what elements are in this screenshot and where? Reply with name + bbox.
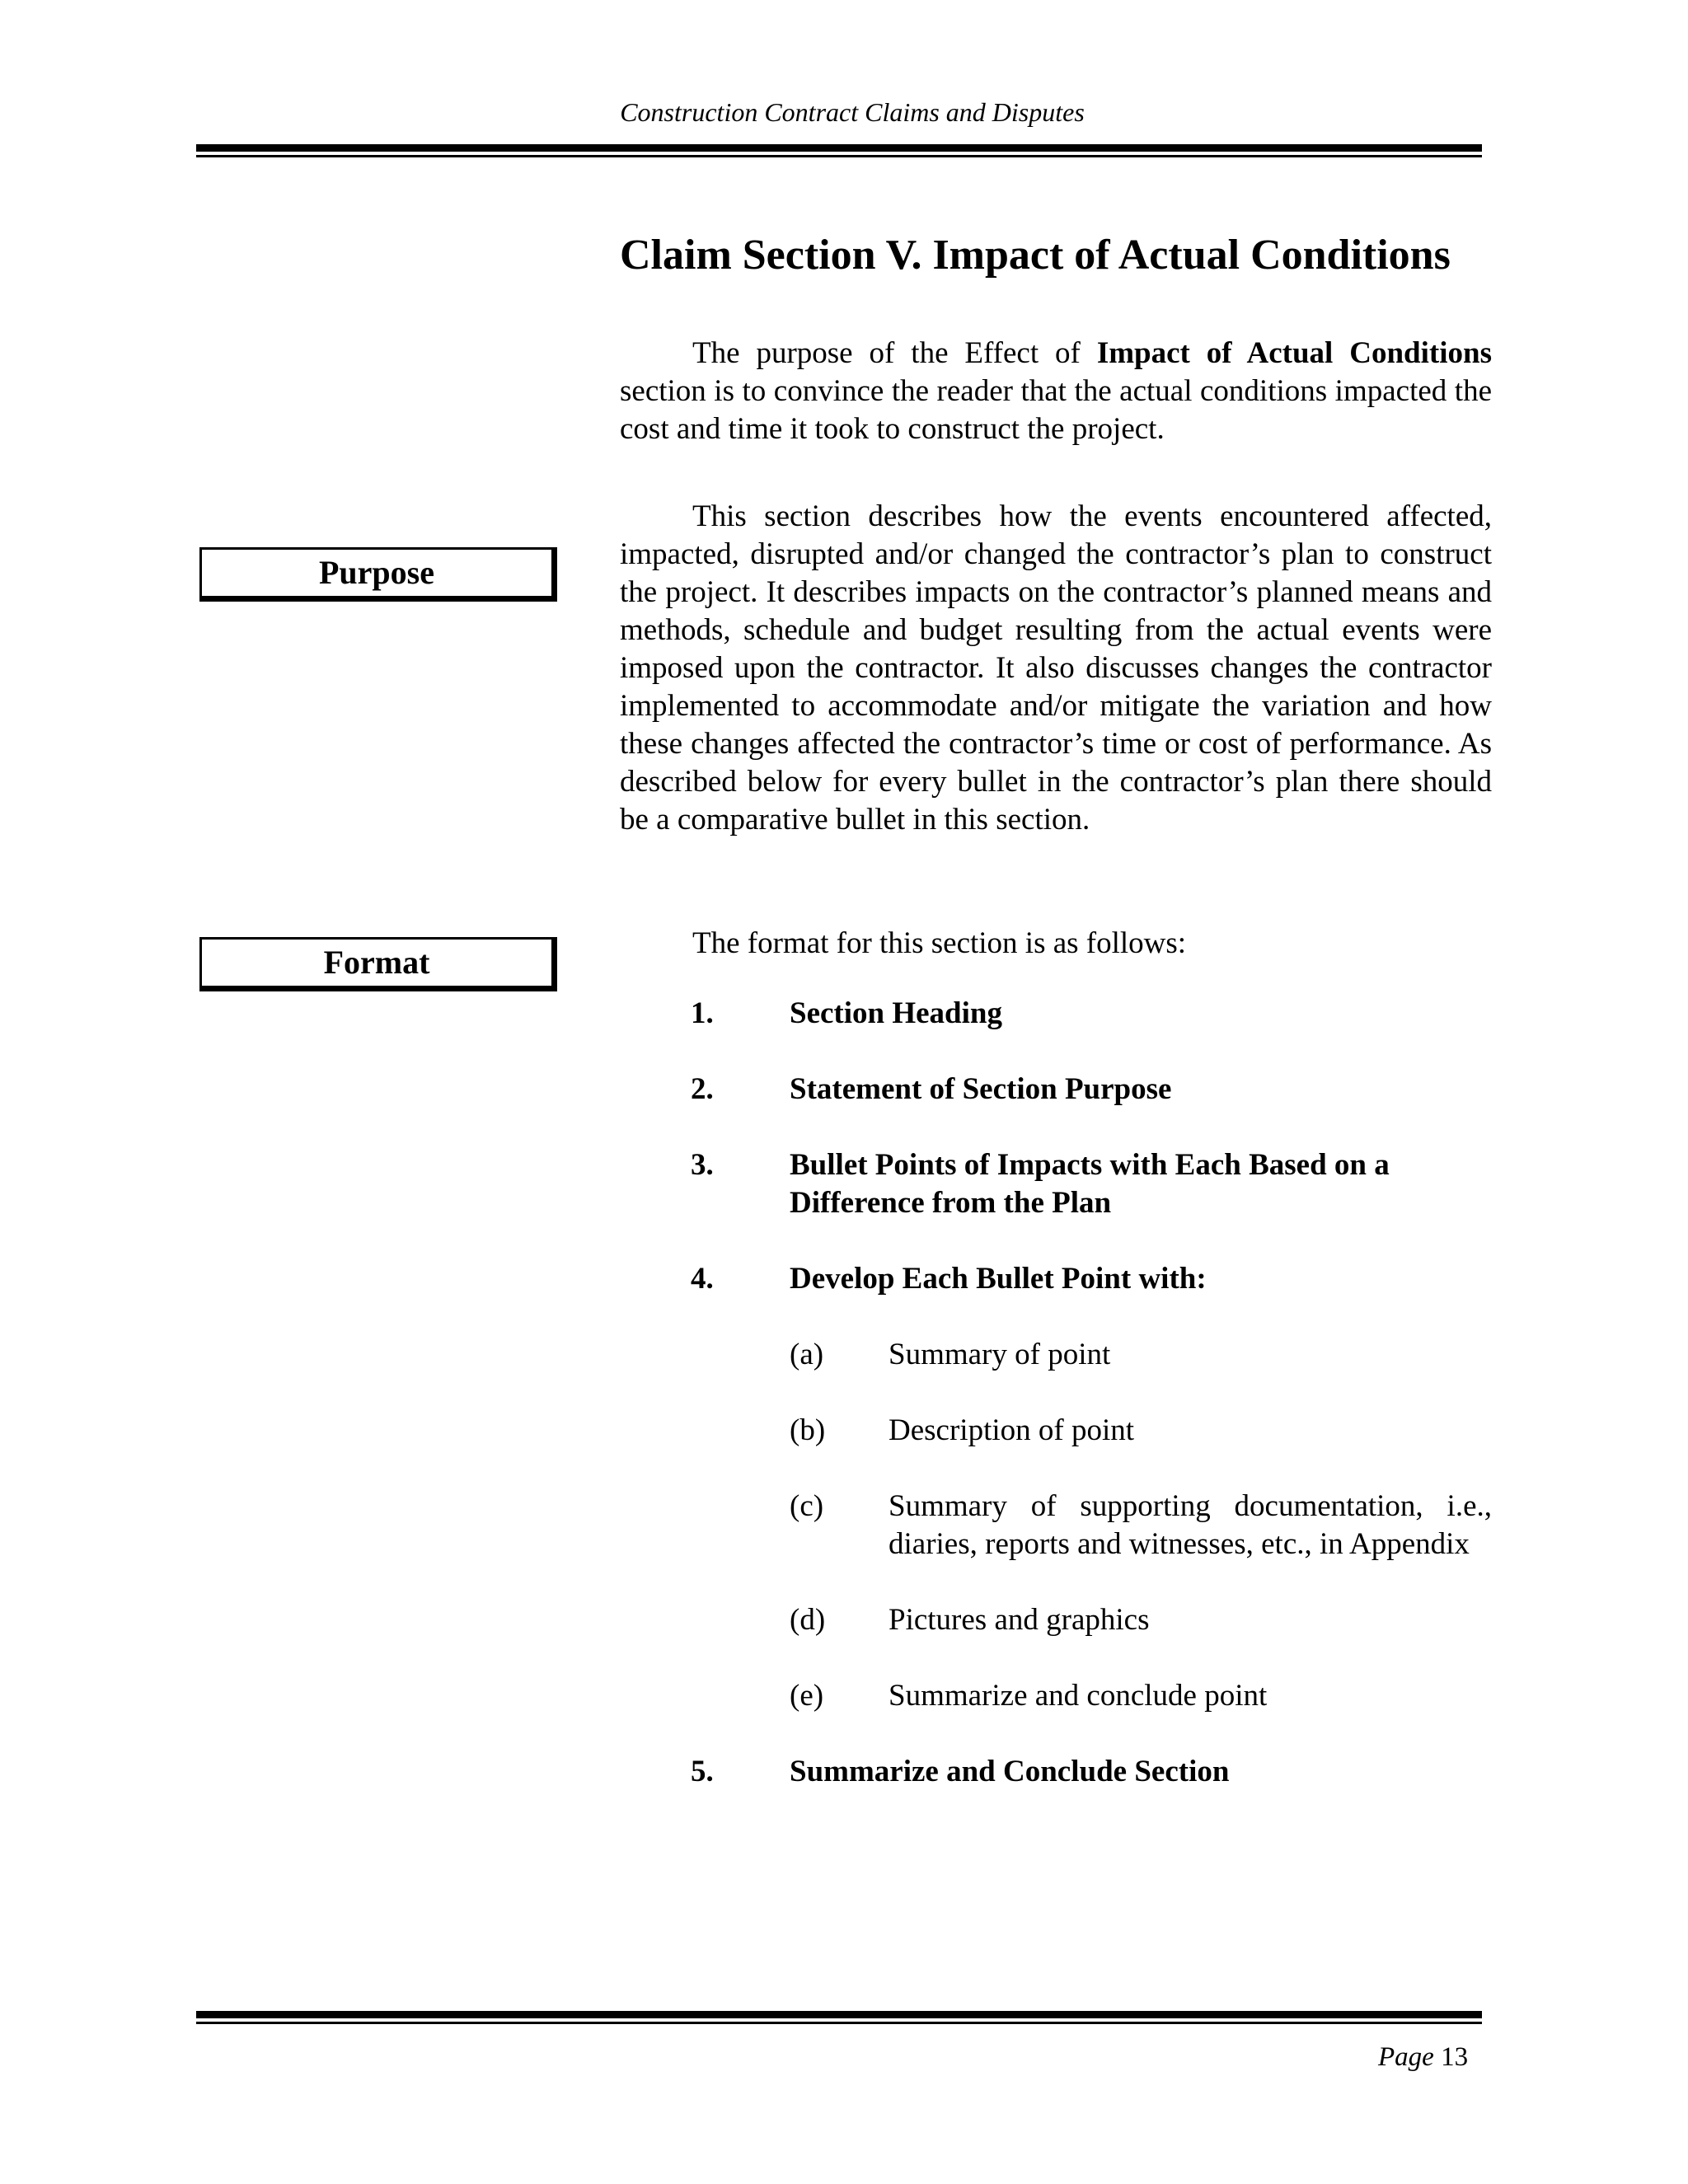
format-list <box>691 995 1492 1829</box>
intro-bold-phrase: Impact of Actual Conditions <box>1096 336 1492 370</box>
footer-rule <box>196 2011 1482 2024</box>
sub-list-item <box>790 1677 1492 1715</box>
sub-item-letter: (c) <box>790 1489 824 1523</box>
list-item <box>691 1753 1492 1791</box>
running-header: Construction Contract Claims and Disputes <box>620 97 1085 127</box>
list-item-number: 2. <box>691 1072 714 1106</box>
list-item <box>691 1071 1492 1108</box>
intro-text-start: The purpose of the Effect of <box>692 336 1097 370</box>
sub-list-item <box>790 1412 1492 1450</box>
list-item-text: Bullet Points of Impacts with Each Based on a Difference from the Plan <box>790 1148 1390 1220</box>
sub-list-item <box>790 1601 1492 1639</box>
list-item-text: Section Heading <box>790 996 1002 1030</box>
sub-list-item <box>790 1336 1492 1374</box>
sub-list-item <box>790 1488 1492 1563</box>
list-item-number: 5. <box>691 1755 714 1788</box>
list-item-text: Summarize and Conclude Section <box>790 1755 1230 1788</box>
list-item <box>691 1260 1492 1298</box>
page-number <box>1378 2042 1468 2073</box>
sub-item-text: Pictures and graphics <box>889 1603 1150 1637</box>
sub-item-letter: (b) <box>790 1413 826 1447</box>
list-item <box>691 995 1492 1033</box>
list-item-text: Develop Each Bullet Point with: <box>790 1262 1207 1296</box>
format-intro-paragraph: The format for this section is as follows: <box>692 926 1187 960</box>
sub-item-letter: (d) <box>790 1603 826 1637</box>
page-title: Claim Section V. Impact of Actual Conditions <box>620 232 1451 279</box>
purpose-paragraph: This section describes how the events encountered affected, impacted, disrupted and/or changed the contractor’s plan to construct the project. It describes impacts on the contractor’s planned means and methods, schedule and budget resulting from the actual events were imposed upon the contractor. It also discusses changes the contractor implemented to accommodate and/or mitigate the variation and how these changes affected the contractor’s time or cost of performance. As described below for every bullet in the contractor’s plan there should be a comparative bullet in this section. <box>620 499 1492 837</box>
sub-item-text: Summary of point <box>889 1338 1111 1371</box>
list-item-number: 4. <box>691 1262 714 1296</box>
sub-item-text: Summary of supporting documentation, i.e., diaries, reports and witnesses, etc., in Appendix <box>889 1489 1492 1561</box>
purpose-label-box: Purpose <box>199 547 557 602</box>
sub-item-letter: (a) <box>790 1338 824 1371</box>
sub-item-text: Description of point <box>889 1413 1135 1447</box>
page-label: Page <box>1378 2042 1434 2072</box>
intro-text-end: section is to convince the reader that the actual conditions impacted the cost and time it took to construct the project. <box>620 374 1492 446</box>
sub-item-letter: (e) <box>790 1679 824 1713</box>
list-item-number: 3. <box>691 1148 714 1182</box>
list-item-number: 1. <box>691 996 714 1030</box>
purpose-intro-paragraph <box>620 335 1492 448</box>
page-number-value: 13 <box>1441 2042 1469 2072</box>
list-item <box>691 1146 1492 1222</box>
format-label-box: Format <box>199 937 557 991</box>
sub-item-text: Summarize and conclude point <box>889 1679 1268 1713</box>
list-item-text: Statement of Section Purpose <box>790 1072 1172 1106</box>
header-rule <box>196 144 1482 157</box>
